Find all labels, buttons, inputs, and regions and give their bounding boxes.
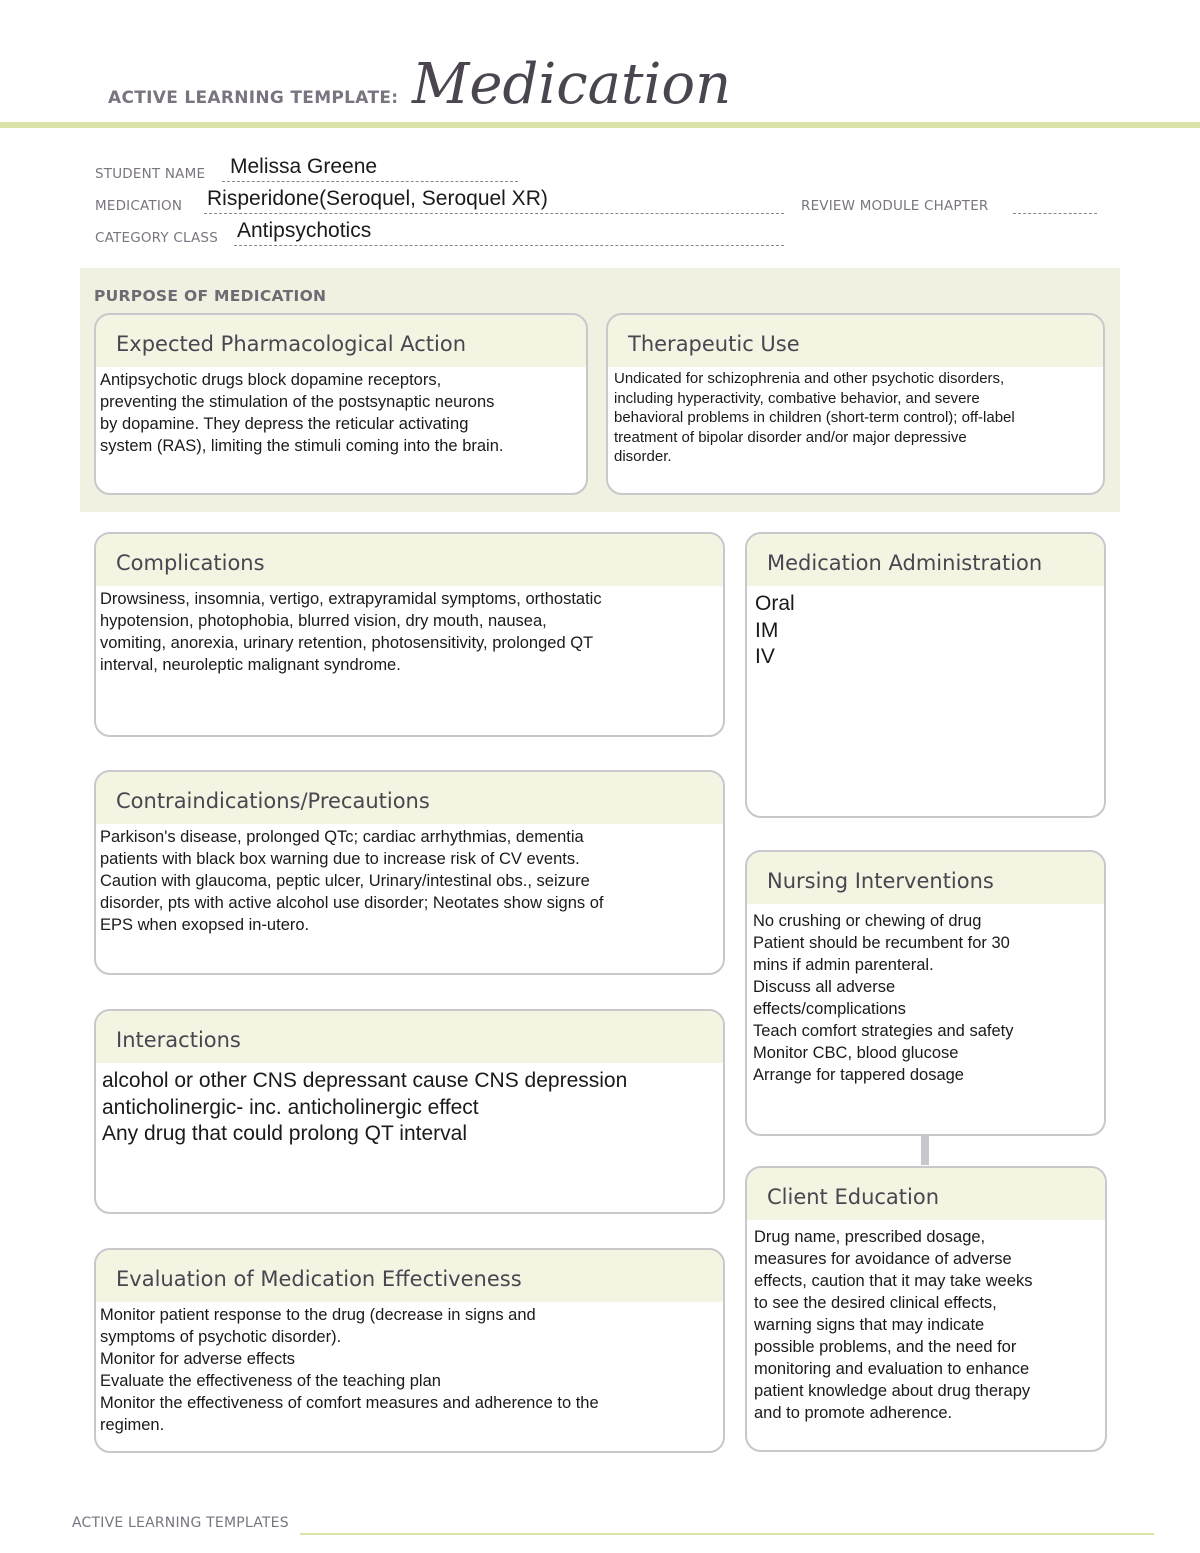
student-name-label: STUDENT NAME xyxy=(95,166,206,182)
complications-text[interactable]: Drowsiness, insomnia, vertigo, extrapyramidal symptoms, orthostatic hypotension, photophobia, blurred vision, dry mouth, nausea, vomiting, anorexia, urinary retention, photosensitivity, prolonged QT interval, neuroleptic malignant syndrome. xyxy=(100,590,602,674)
administration-header xyxy=(747,534,1104,586)
contraindications-text[interactable]: Parkison's disease, prolonged QTc; cardiac arrhythmias, dementia patients with black box warning due to increase risk of CV events. Caution with glaucoma, peptic ulcer, Urinary/intestinal obs., seizure disorder, pts with active alcohol use disorder; Neotates show signs of EPS when exopsed in-utero. xyxy=(100,828,604,934)
category-class-field[interactable]: Antipsychotics xyxy=(237,219,372,242)
card-connector xyxy=(921,1135,929,1165)
interactions-text[interactable]: alcohol or other CNS depressant cause CNS depression anticholinergic- inc. anticholinergic effect Any drug that could prolong QT interval xyxy=(102,1069,628,1145)
student-name-field[interactable]: Melissa Greene xyxy=(230,155,378,178)
medication-line xyxy=(204,213,784,214)
interactions-card xyxy=(94,1009,725,1214)
nursing-interventions-text[interactable]: No crushing or chewing of drug Patient should be recumbent for 30 mins if admin parenteral. Discuss all adverse effects/complications Teach comfort strategies and safety Monitor CBC, blood glucose Arrange for tappered dosage xyxy=(753,912,1014,1084)
evaluation-title: Evaluation of Medication Effectiveness xyxy=(116,1267,522,1291)
administration-card xyxy=(745,532,1106,818)
category-class-line xyxy=(234,245,784,246)
category-class-label: CATEGORY CLASS xyxy=(95,230,218,246)
evaluation-card xyxy=(94,1248,725,1453)
nursing-interventions-card xyxy=(745,850,1106,1136)
review-module-label: REVIEW MODULE CHAPTER xyxy=(801,198,989,214)
complications-title: Complications xyxy=(116,551,265,575)
evaluation-text[interactable]: Monitor patient response to the drug (decrease in signs and symptoms of psychotic disorder). Monitor for adverse effects Evaluate the effectiveness of the teaching plan Monitor the effectiveness of comfort measures and adherence to the regimen. xyxy=(100,1306,599,1434)
client-education-header xyxy=(747,1168,1105,1220)
complications-card xyxy=(94,532,725,737)
expected-action-card xyxy=(94,313,588,495)
client-education-title: Client Education xyxy=(767,1185,940,1209)
administration-text[interactable]: Oral IM IV xyxy=(755,592,795,668)
therapeutic-use-card xyxy=(606,313,1105,495)
header-divider xyxy=(0,122,1200,128)
student-name-line xyxy=(222,181,518,182)
interactions-header xyxy=(96,1011,723,1063)
template-label: ACTIVE LEARNING TEMPLATE: xyxy=(108,88,399,108)
contraindications-title: Contraindications/Precautions xyxy=(116,789,430,813)
page-title: Medication xyxy=(412,52,732,117)
interactions-title: Interactions xyxy=(116,1028,241,1052)
medication-field[interactable]: Risperidone(Seroquel, Seroquel XR) xyxy=(207,187,548,210)
evaluation-header xyxy=(96,1250,723,1302)
complications-header xyxy=(96,534,723,586)
therapeutic-use-text[interactable]: Undicated for schizophrenia and other psychotic disorders, including hyperactivity, combative behavior, and severe behavioral problems in children (short-term control); off-label treatment of bipolar disorder and/or major depressive disorder. xyxy=(614,370,1015,465)
expected-action-text[interactable]: Antipsychotic drugs block dopamine receptors, preventing the stimulation of the postsynaptic neurons by dopamine. They depress the reticular activating system (RAS), limiting the stimuli coming into the brain. xyxy=(100,371,504,455)
contraindications-card xyxy=(94,770,725,975)
expected-action-title: Expected Pharmacological Action xyxy=(116,332,467,356)
contraindications-header xyxy=(96,772,723,824)
administration-title: Medication Administration xyxy=(767,551,1043,575)
client-education-text[interactable]: Drug name, prescribed dosage, measures for avoidance of adverse effects, caution that it may take weeks to see the desired clinical effects, warning signs that may indicate possible problems, and the need for monitoring and evaluation to enhance patient knowledge about drug therapy and to promote adherence. xyxy=(754,1228,1033,1422)
footer-divider xyxy=(300,1533,1154,1535)
therapeutic-use-header xyxy=(608,315,1103,367)
nursing-interventions-title: Nursing Interventions xyxy=(767,869,994,893)
medication-label: MEDICATION xyxy=(95,198,183,214)
footer-label: ACTIVE LEARNING TEMPLATES xyxy=(72,1515,289,1531)
therapeutic-use-title: Therapeutic Use xyxy=(628,332,800,356)
nursing-interventions-header xyxy=(747,852,1104,904)
review-module-line xyxy=(1013,213,1097,214)
purpose-label: PURPOSE OF MEDICATION xyxy=(94,287,327,305)
client-education-card xyxy=(745,1166,1107,1452)
expected-action-header xyxy=(96,315,586,367)
